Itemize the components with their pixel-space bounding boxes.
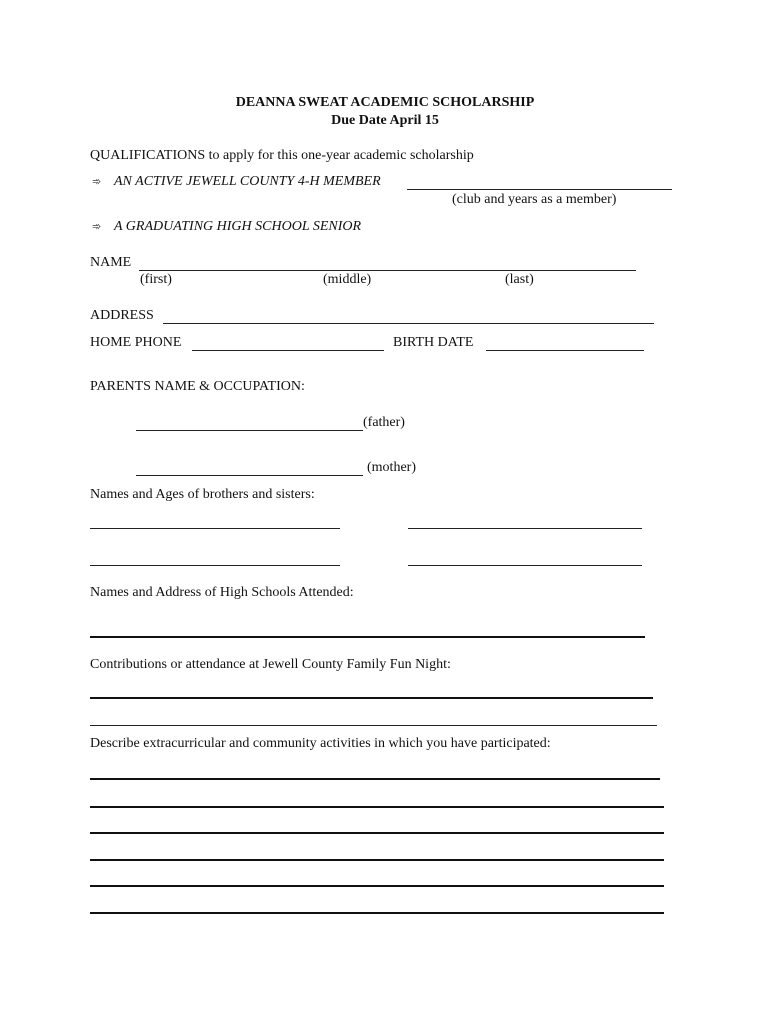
home-phone-field[interactable]: [192, 335, 384, 351]
activities-field[interactable]: [90, 897, 664, 914]
name-first-hint: (first): [140, 272, 172, 287]
name-field[interactable]: [139, 255, 636, 271]
club-years-hint: (club and years as a member): [452, 192, 617, 207]
activities-field[interactable]: [90, 844, 664, 861]
activities-field[interactable]: [90, 763, 660, 780]
home-phone-label: HOME PHONE: [90, 335, 182, 350]
name-label: NAME: [90, 255, 132, 270]
high-schools-field[interactable]: [90, 621, 645, 638]
sibling-field[interactable]: [90, 550, 340, 566]
siblings-label: Names and Ages of brothers and sisters:: [90, 487, 315, 502]
activities-field[interactable]: [90, 817, 664, 834]
mother-hint: (mother): [367, 460, 416, 475]
address-field[interactable]: [163, 308, 654, 324]
qualification-item-senior: [92, 219, 361, 235]
address-label: ADDRESS: [90, 308, 154, 323]
qualification-4h-text: AN ACTIVE JEWELL COUNTY 4-H MEMBER: [114, 174, 381, 189]
father-hint: (father): [363, 415, 405, 430]
sibling-field[interactable]: [408, 513, 642, 529]
fun-night-field[interactable]: [90, 710, 657, 726]
form-title: DEANNA SWEAT ACADEMIC SCHOLARSHIP: [235, 95, 535, 110]
fun-night-label: Contributions or attendance at Jewell County Family Fun Night:: [90, 657, 451, 672]
fun-night-field[interactable]: [90, 682, 653, 699]
name-last-hint: (last): [505, 272, 534, 287]
sibling-field[interactable]: [408, 550, 642, 566]
name-middle-hint: (middle): [323, 272, 372, 287]
activities-field[interactable]: [90, 791, 664, 808]
parents-label: PARENTS NAME & OCCUPATION:: [90, 379, 305, 394]
arrow-bullet-icon: ➾: [92, 221, 101, 233]
sibling-field[interactable]: [90, 513, 340, 529]
club-years-field[interactable]: [407, 174, 672, 190]
father-field[interactable]: [136, 415, 363, 431]
activities-field[interactable]: [90, 870, 664, 887]
arrow-bullet-icon: ➾: [92, 176, 101, 188]
qualification-item-4h: [92, 174, 381, 190]
due-date: Due Date April 15: [331, 113, 439, 128]
activities-label: Describe extracurricular and community activities in which you have participated:: [90, 736, 551, 751]
birth-date-label: BIRTH DATE: [393, 335, 474, 350]
qualification-senior-text: A GRADUATING HIGH SCHOOL SENIOR: [114, 219, 362, 234]
birth-date-field[interactable]: [486, 335, 644, 351]
qualifications-intro: QUALIFICATIONS to apply for this one-year academic scholarship: [90, 148, 474, 163]
high-schools-label: Names and Address of High Schools Attended:: [90, 585, 354, 600]
mother-field[interactable]: [136, 460, 363, 476]
